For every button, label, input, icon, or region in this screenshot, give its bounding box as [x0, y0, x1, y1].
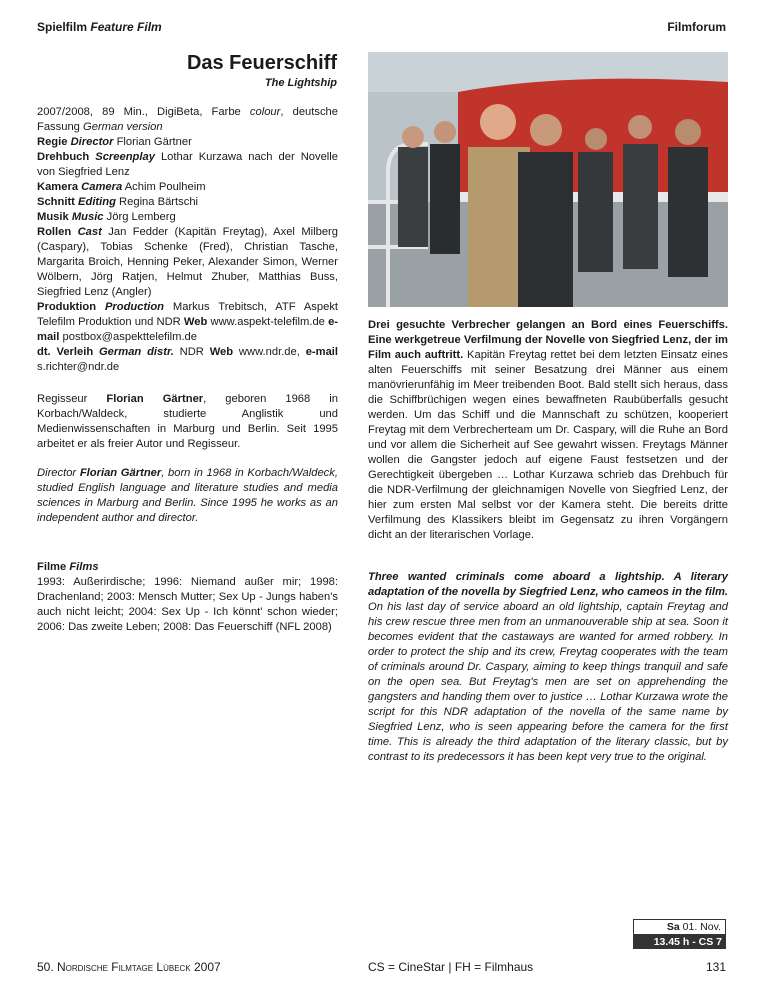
synopsis-en: Three wanted criminals come aboard a lightship. A literary adaptation of the novella by Siegfried Lenz, who cameos in the film. On his last day of service aboard an old lightship, captain Freytag and his crew rescue three men from an unmanouverable ship at sea. Soon it becomes evident that the castaways are wanted for armed robbery. In order to protect the ship and its crew, Freytag cooperates with the team of criminals around Dr. Caspary, aiming to keep things tranquil and safe on the open sea. But Freytag's men are set on apprehending the gangsters and handing them over to justice … Lothar Kurzawa wrote the script for this NDR adaptation of the novella of the same name by Siegfried Lenz, who is seen appearing before the camera for the first time. This is already the third adaptation of the literary classic, but by contrast to its predecessors it has been kept very true to the original. [368, 571, 728, 763]
film-subtitle: The Lightship [264, 77, 337, 89]
distributor-website[interactable]: www.ndr.de, [238, 346, 300, 358]
director-bio-de: Regisseur Florian Gärtner, geboren 1968 in Korbach/Waldeck, studierte Anglistik und Medienwissenschaften in Marburg und Berlin. Seit 1995 arbeitet er als freier Autor und Regisseur. [37, 393, 338, 450]
distributor-email[interactable]: s.richter@ndr.de [37, 361, 120, 373]
production-website[interactable]: www.aspekt-telefilm.de [210, 316, 325, 328]
director-bio-en: Director Florian Gärtner, born in 1968 in Korbach/Waldeck, studied English language and literature studies and media sciences in Marburg and Berlin. Since 1995 he works as an independent author and director. [37, 467, 338, 524]
film-title: Das Feuerschiff [186, 52, 337, 74]
page-number: 131 [705, 960, 726, 974]
film-credits: 2007/2008, 89 Min., DigiBeta, Farbe colour, deutsche Fassung German version Regie Director Florian Gärtner Drehbuch Screenplay Lothar Kurzawa nach der Novelle von Siegfried Lenz Kamera Camera Achim Poulheim Schnitt Editing Regina Bärtschi Musik Music Jörg Lemberg Rollen Cast Jan Fedder (Kapitän Freytag), Axel Milberg (Caspary), Tobias Schenke (Fred), Christian Tasche, Margarita Broich, Henning Peker, Alexander Simon, Werner Wölbern, Jörg Ratjen, Helmut Zhuber, Matthias Buss, Siegfried Lenz (Angler) Produktion Production Markus Trebitsch, ATF Aspekt Telefilm Produktion und NDR Web www.aspekt-telefilm.de e-mail postbox@aspekttelefilm.de dt. Verleih German distr. NDR Web www.ndr.de, e-mail s.richter@ndr.de [37, 106, 339, 373]
screening-day: Sa [666, 921, 680, 933]
footer-venue-legend: CS = CineStar | FH = Filmhaus [368, 960, 534, 974]
footer-festival: 50. Nordische Filmtage Lübeck 2007 [37, 960, 221, 974]
production-email[interactable]: postbox@aspekttelefilm.de [62, 331, 197, 343]
screening-time-venue: 13.45 h - CS 7 [633, 935, 726, 949]
screening-date: 01. Nov. [682, 921, 721, 933]
screening-box [633, 919, 726, 949]
filmography: Filme Films 1993: Außerirdische; 1996: Niemand außer mir; 1998: Drachenland; 2003: Mensch Mutter; Sex Up - Jungs haben's auch nicht leicht; 2004: Sex Up - Ich könnt' schon wieder; 2006: Das zweite Leben; 2008: Das Feuerschiff (NFL 2008) [37, 561, 338, 633]
section-header-right: Filmforum [667, 20, 726, 34]
section-header [37, 20, 162, 34]
film-still-image [368, 52, 728, 307]
section-label-de: Spielfilm [37, 20, 88, 34]
synopsis-de: Drei gesuchte Verbrecher gelangen an Bord eines Feuerschiffs. Eine werkgetreue Verfilmung der Novelle von Siegfried Lenz, der im Film auch auftritt. Kapitän Freytag rettet bei dem letzten Einsatz eines alten Feuerschiffs mit seiner Besatzung drei Männer aus einem manövrierunfähig im Meer treibenden Boot. Bald stellt sich heraus, dass die Schiffbrüchigen wegen eines bewaffneten Raubüberfalls gesucht werden. Um das Schiff und die Mannschaft zu schützen, kooperiert Freytag mit dem Verbrecherteam um Dr. Caspary, will die Ruhe an Bord und vor allem die Sicherheit auf See gewahrt wissen. Freytags Männer wollen die Gangster jedoch auf eigene Faust festsetzen und der Gerechtigkeit übergeben … Lothar Kurzawa schrieb das Drehbuch für die NDR-Verfilmung der gleichnamigen Novelle von Siegfried Lenz, der hier zum ersten Mal selbst vor der Kamera steht. Die bereits dritte Verfilmung des Klassikers bleibt im Gegensatz zu ihren Vorgängern dicht an der literarischen Vorlage. [368, 319, 728, 541]
section-label-en: Feature Film [90, 20, 162, 34]
